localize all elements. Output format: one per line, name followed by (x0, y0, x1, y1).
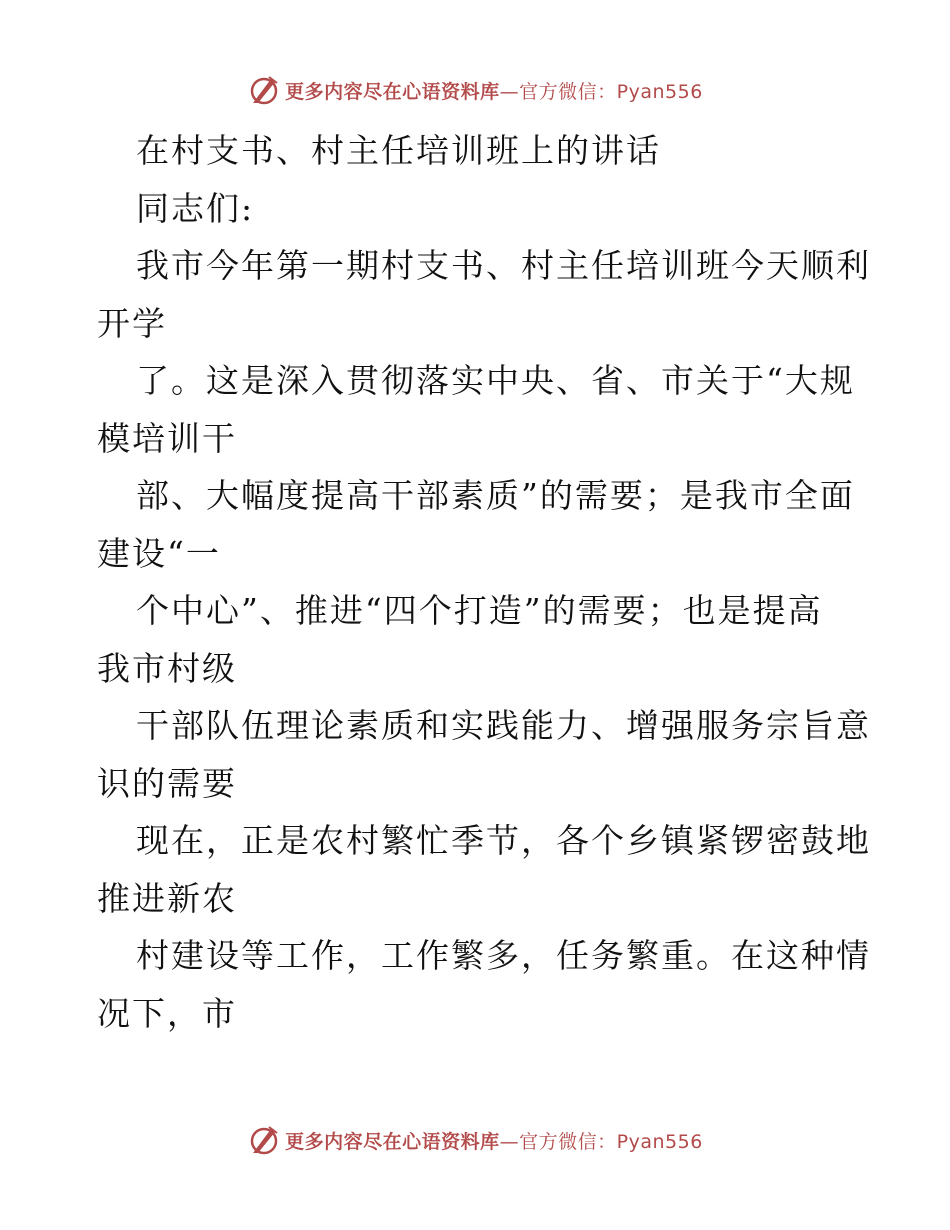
paragraph-line: 模培训干 (97, 418, 237, 458)
paragraph (97, 582, 857, 697)
paragraph-line: 现在，正是农村繁忙季节，各个乡镇紧锣密鼓地 (136, 821, 871, 860)
quill-logo-icon (247, 73, 281, 107)
paragraph-line: 个中心”、推进“四个打造”的需要；也是提高 (136, 591, 823, 630)
header-watermark (0, 70, 950, 110)
footer-watermark (0, 1120, 950, 1160)
paragraph-line: 建设“一 (97, 533, 221, 573)
paragraph (97, 467, 857, 582)
paragraph (97, 352, 857, 467)
paragraph-line: 推进新农 (97, 878, 237, 918)
paragraph (97, 927, 871, 1042)
paragraph-line: 了。这是深入贯彻落实中央、省、市关于“大规 (136, 361, 855, 400)
paragraph-line: 我市今年第一期村支书、村主任培训班今天顺利 (136, 246, 871, 285)
paragraph-line: 我市村级 (97, 648, 237, 688)
paragraph-line: 识的需要 (97, 763, 237, 803)
paragraph (97, 237, 871, 352)
paragraph-line: 村建设等工作，工作繁多，任务繁重。在这种情 (136, 936, 871, 975)
salutation: 同志们: (136, 188, 255, 228)
paragraph (97, 812, 871, 927)
watermark-text: 更多内容尽在心语资料库—官方微信：Pyan556 (285, 1130, 703, 1153)
document-title: 在村支书、村主任培训班上的讲话 (136, 131, 661, 170)
quill-logo-icon (247, 1123, 281, 1157)
paragraph-line: 开学 (97, 303, 167, 343)
paragraph-line: 部、大幅度提高干部素质”的需要；是我市全面 (136, 476, 855, 515)
watermark-text: 更多内容尽在心语资料库—官方微信：Pyan556 (285, 80, 703, 103)
paragraph-line: 干部队伍理论素质和实践能力、增强服务宗旨意 (136, 706, 871, 745)
document-body (97, 122, 871, 1042)
paragraph (97, 697, 871, 812)
paragraph-line: 况下，市 (97, 993, 237, 1033)
